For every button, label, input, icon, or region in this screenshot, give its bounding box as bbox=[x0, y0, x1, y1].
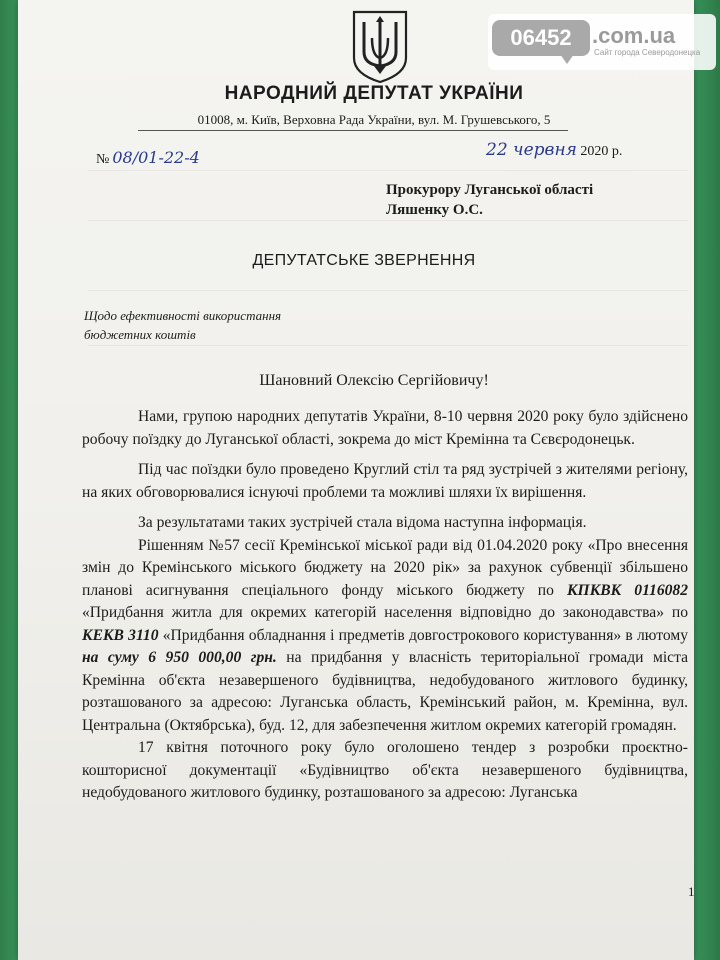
reference-number bbox=[96, 148, 200, 168]
watermark-caption: Сайт города Северодонецка bbox=[594, 48, 701, 57]
paragraph: Під час поїздки було проведено Круглий стіл та ряд зустрічей з жителями регіону, на яких обговорювалися існуючі проблеми та можливі шляхи їх вирішення. bbox=[82, 461, 688, 501]
paragraph: 17 квітня поточного року було оголошено тендер з розробки проєктно-кошторисної документації «Будівництво об'єкта незавершеного будівництва, недобудованого житлового будинку, розташованого за адресою: Луганська bbox=[82, 739, 688, 801]
paragraph: За результатами таких зустрічей стала відома наступна інформація. bbox=[138, 514, 587, 531]
bleed-through-line bbox=[88, 170, 688, 171]
subject-block bbox=[84, 306, 281, 344]
addressee-block bbox=[386, 180, 593, 220]
paragraph-text: «Придбання обладнання і предметів довгострокового користування» в лютому bbox=[158, 626, 688, 644]
date-year: 2020 р. bbox=[580, 144, 623, 159]
paragraph-text: Рішенням №57 сесії Кремінської міської ради від 01.04.2020 року «Про внесення змін до Кремінського міського бюджету на 2020 рік» за рахунок субвенції збільшено планові асигнування спеціального фонду міського бюджету по bbox=[82, 536, 688, 599]
addressee-line2: Ляшенку О.С. bbox=[386, 202, 483, 218]
bleed-through-line bbox=[88, 290, 688, 291]
watermark-bubble-tail bbox=[560, 54, 574, 64]
paragraph-text: «Придбання житла для окремих категорій населення відповідно до законодавства» по bbox=[82, 604, 688, 621]
letterhead-divider bbox=[138, 130, 568, 131]
document-title: ДЕПУТАТСЬКЕ ЗВЕРНЕННЯ bbox=[252, 252, 476, 269]
bleed-through-line bbox=[88, 220, 688, 221]
subject-line1: Щодо ефективності використання bbox=[84, 308, 282, 323]
subject-line2: бюджетних коштів bbox=[84, 327, 196, 342]
coat-of-arms-trident-icon bbox=[350, 8, 410, 84]
letterhead-title: НАРОДНИЙ ДЕПУТАТ УКРАЇНИ bbox=[224, 83, 524, 104]
budget-sum: на суму 6 950 000,00 грн. bbox=[82, 649, 277, 666]
letter-body bbox=[82, 406, 688, 805]
budget-code-kekv: КЕКВ 3110 bbox=[82, 626, 159, 644]
paragraph: Нами, групою народних депутатів України, 8-10 червня 2020 року було здійснено робочу поїздку до Луганської області, зокрема до міст Кремінна та Сєвєродонецьк. bbox=[82, 408, 688, 448]
watermark-code: 06452 bbox=[492, 20, 590, 56]
budget-code-kpkvk: КПКВК 0116082 bbox=[566, 581, 689, 599]
paragraph-text: на придбання у власність територіальної громади міста Кремінна об'єкта незавершеного будівництва, недобудованого житлового будинку, розташованого за адресою: Луганська область, Кремінський район, м. Кремінна, вул. Центральна (Октябрська), буд. 12, для забезпечення житлом окремих категорій громадян. bbox=[82, 649, 689, 734]
reference-date bbox=[486, 140, 622, 160]
watermark-domain: .com.ua bbox=[592, 23, 676, 48]
reference-number-handwritten: 08/01-22-4 bbox=[112, 148, 200, 167]
site-watermark-logo bbox=[488, 14, 716, 70]
letterhead-address: 01008, м. Київ, Верховна Рада України, вул. М. Грушевського, 5 bbox=[197, 112, 551, 127]
date-handwritten: 22 червня bbox=[486, 140, 577, 160]
bleed-through-line bbox=[88, 345, 688, 346]
reference-prefix: № bbox=[96, 152, 110, 167]
document-page bbox=[18, 0, 694, 960]
salutation: Шановний Олексію Сергійовичу! bbox=[259, 372, 489, 389]
paragraph-decision bbox=[82, 535, 688, 738]
addressee-line1: Прокурору Луганської області bbox=[386, 182, 594, 198]
page-number: 1 bbox=[688, 884, 695, 899]
